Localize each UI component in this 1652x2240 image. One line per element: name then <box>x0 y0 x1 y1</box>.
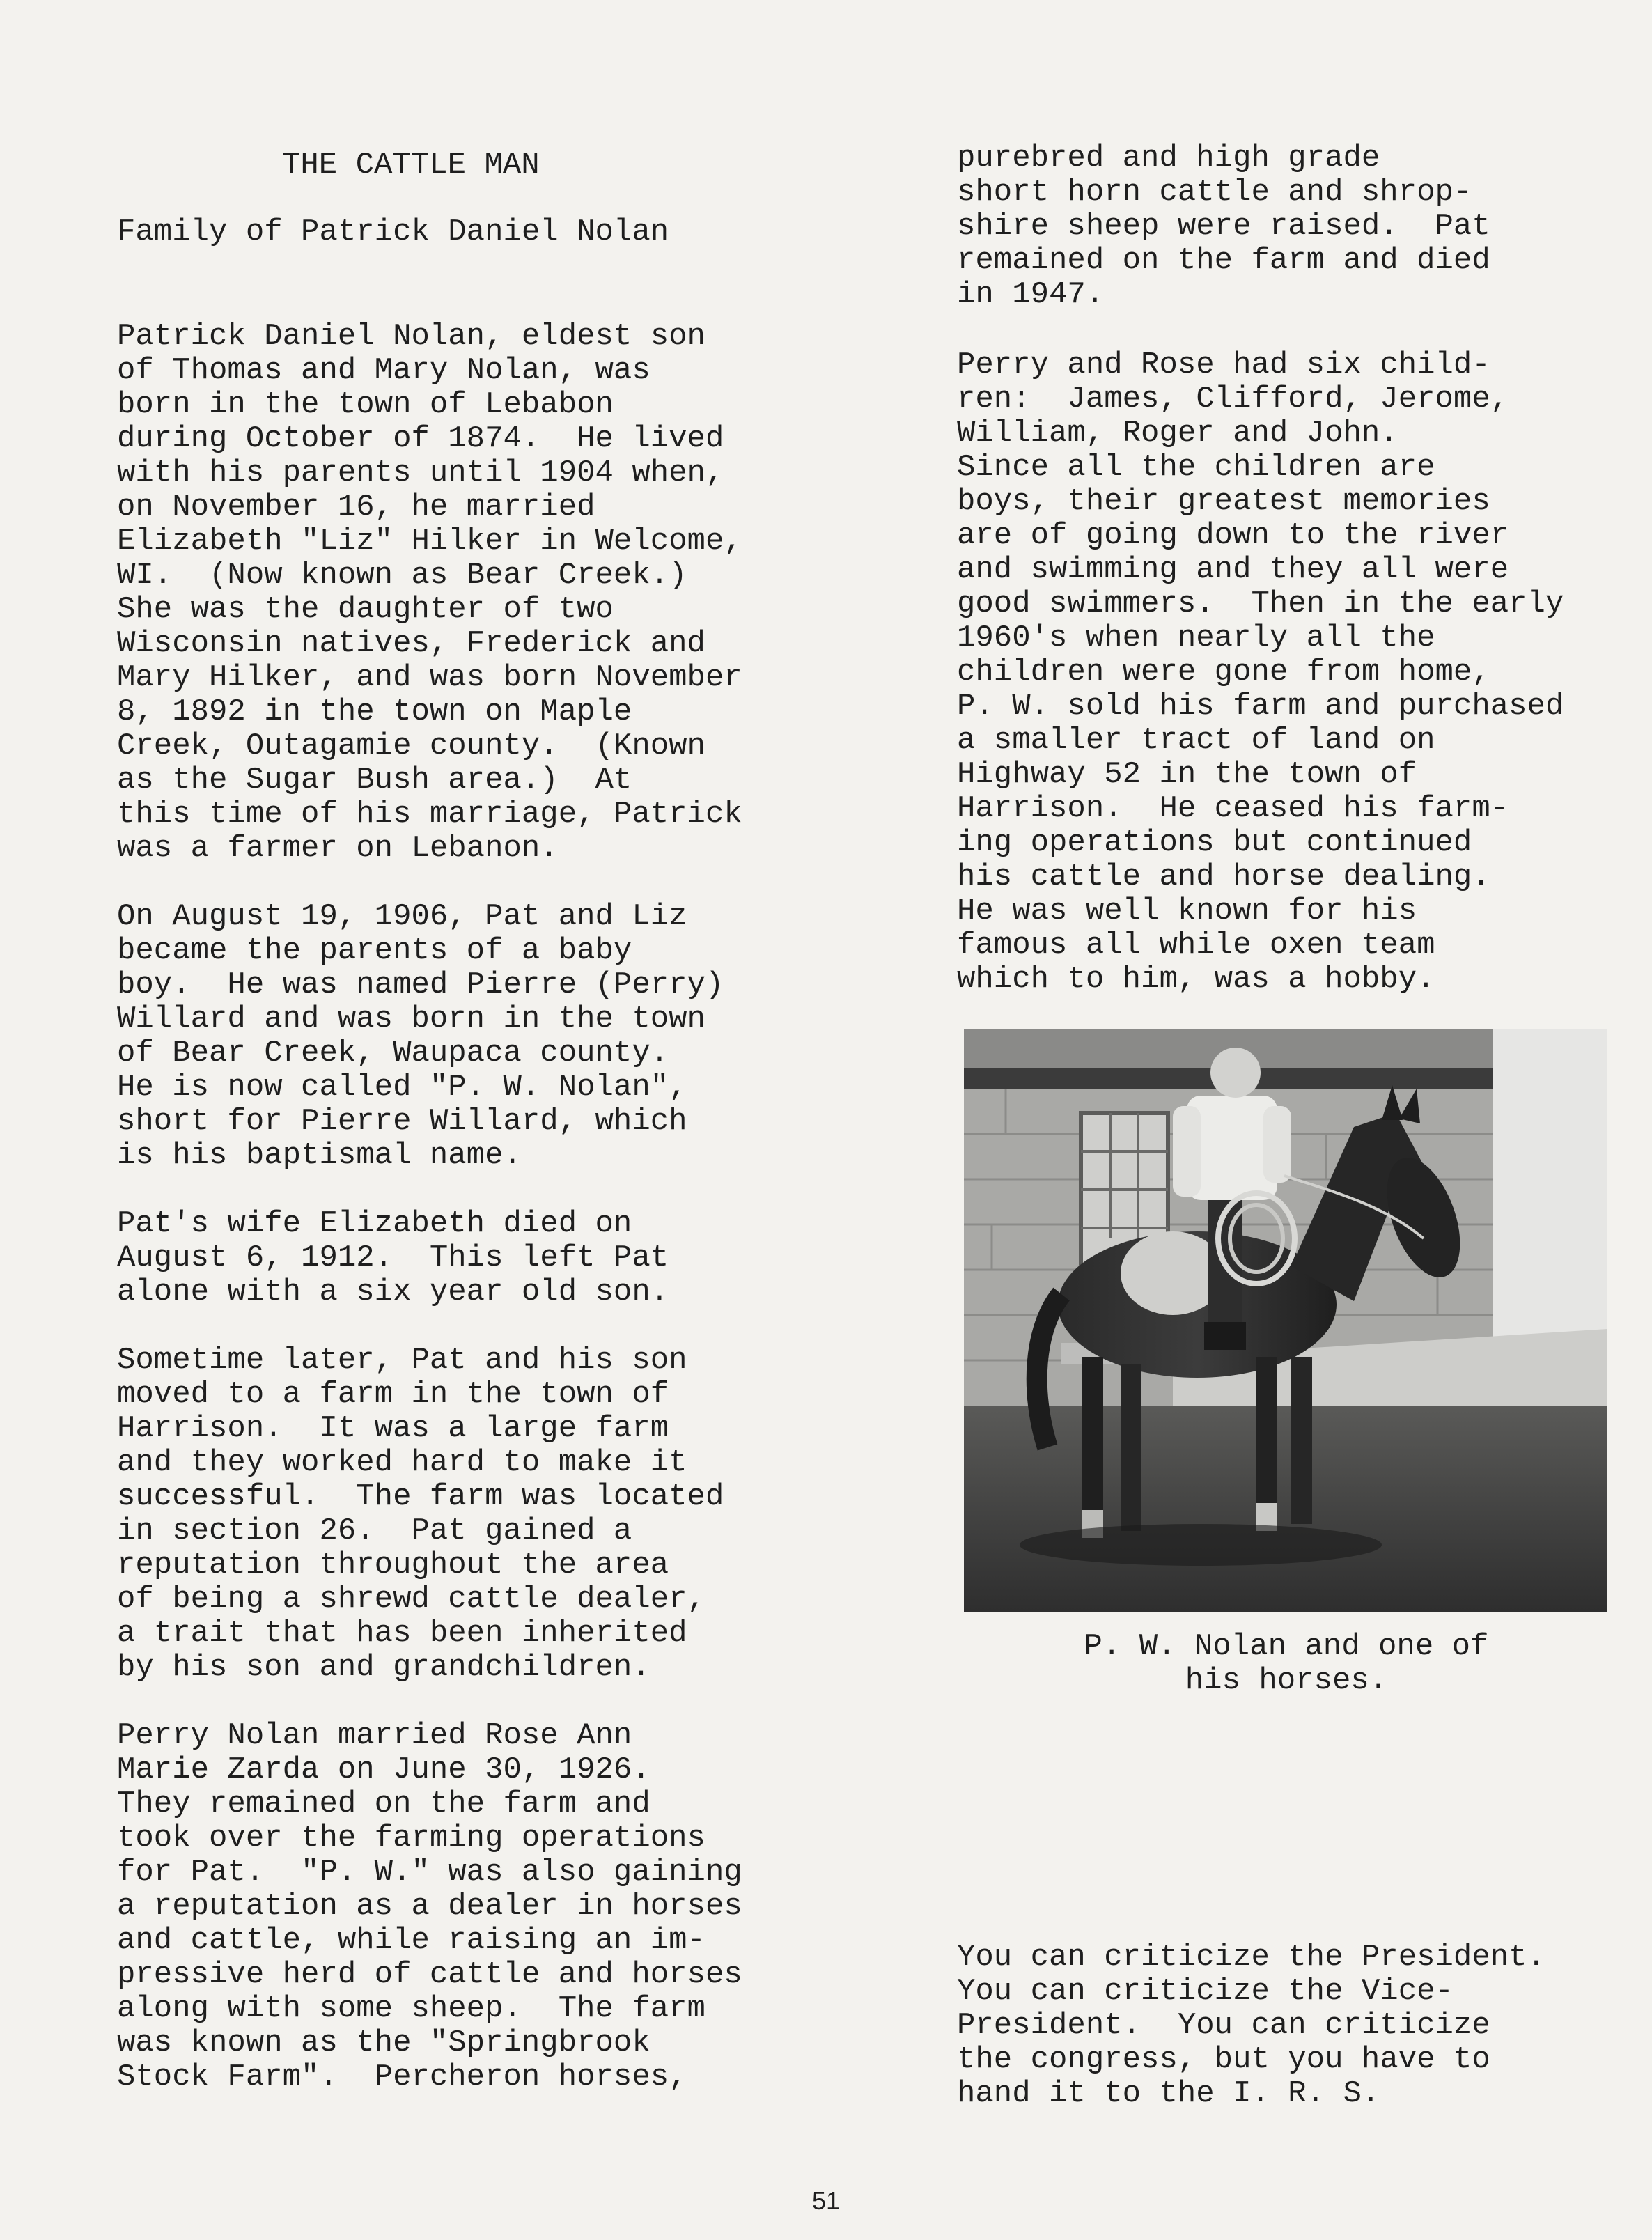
text-line: Elizabeth "Liz" Hilker in Welcome, <box>117 524 742 559</box>
left-column-text <box>117 320 742 2094</box>
text-line: remained on the farm and died <box>957 243 1490 278</box>
text-line: President. You can criticize <box>957 2008 1490 2043</box>
text-line: and they worked hard to make it <box>117 1445 687 1480</box>
text-line: his cattle and horse dealing. <box>957 860 1490 894</box>
text-line: Pat's wife Elizabeth died on <box>117 1206 632 1241</box>
text-line: short for Pierre Willard, which <box>117 1104 687 1139</box>
text-line: and cattle, while raising an im- <box>117 1923 706 1958</box>
text-line: is his baptismal name. <box>117 1138 522 1173</box>
text-line: William, Roger and John. <box>957 416 1398 451</box>
text-line: Highway 52 in the town of <box>957 757 1417 792</box>
text-line: of Thomas and Mary Nolan, was <box>117 353 650 388</box>
text-line: became the parents of a baby <box>117 933 632 968</box>
text-line: Wisconsin natives, Frederick and <box>117 626 706 661</box>
text-line: on November 16, he married <box>117 490 595 524</box>
text-line: took over the farming operations <box>117 1821 706 1856</box>
text-line: ing operations but continued <box>957 825 1472 860</box>
text-line: for Pat. "P. W." was also gaining <box>117 1855 742 1890</box>
photo-man-on-horse <box>964 1029 1607 1612</box>
text-line <box>117 866 742 900</box>
article-title: THE CATTLE MAN <box>282 148 540 182</box>
text-line: Marie Zarda on June 30, 1926. <box>117 1752 650 1787</box>
text-line: a trait that has been inherited <box>117 1616 687 1651</box>
text-line: a smaller tract of land on <box>957 723 1435 758</box>
text-line <box>117 1309 742 1344</box>
text-line: 1960's when nearly all the <box>957 621 1435 655</box>
text-line: shire sheep were raised. Pat <box>957 209 1490 244</box>
text-line: P. W. sold his farm and purchased <box>957 689 1564 724</box>
text-line: Willard and was born in the town <box>117 1002 706 1036</box>
text-line: and swimming and they all were <box>957 552 1509 587</box>
text-line: which to him, was a hobby. <box>957 962 1435 997</box>
text-line: August 6, 1912. This left Pat <box>117 1240 669 1275</box>
text-line: purebred and high grade <box>957 141 1380 176</box>
text-line <box>117 1685 742 1719</box>
text-line: ren: James, Clifford, Jerome, <box>957 382 1509 417</box>
closing-quote <box>957 1940 1545 2111</box>
page-number: 51 <box>811 2186 841 2215</box>
text-line: of Bear Creek, Waupaca county. <box>117 1036 669 1071</box>
text-line: as the Sugar Bush area.) At <box>117 763 632 798</box>
text-line: was known as the "Springbrook <box>117 2025 650 2060</box>
text-line: WI. (Now known as Bear Creek.) <box>117 558 687 593</box>
text-line: You can criticize the Vice- <box>957 1974 1454 2009</box>
text-line: Sometime later, Pat and his son <box>117 1343 687 1378</box>
text-line: with his parents until 1904 when, <box>117 456 724 490</box>
text-line: in section 26. Pat gained a <box>117 1514 632 1548</box>
text-line: P. W. Nolan and one of <box>1084 1629 1489 1664</box>
text-line: famous all while oxen team <box>957 928 1435 963</box>
text-line: children were gone from home, <box>957 655 1490 690</box>
text-line: Mary Hilker, and was born November <box>117 660 742 695</box>
text-line: Stock Farm". Percheron horses, <box>117 2060 687 2094</box>
text-line: They remained on the farm and <box>117 1787 650 1821</box>
text-line: along with some sheep. The farm <box>117 1991 706 2026</box>
text-line: 8, 1892 in the town on Maple <box>117 694 632 729</box>
text-line: She was the daughter of two <box>117 592 614 627</box>
text-line: Harrison. It was a large farm <box>117 1411 669 1446</box>
text-line: Perry Nolan married Rose Ann <box>117 1718 632 1753</box>
text-line: alone with a six year old son. <box>117 1275 669 1309</box>
text-line: good swimmers. Then in the early <box>957 586 1564 621</box>
text-line: by his son and grandchildren. <box>117 1650 650 1685</box>
text-line: moved to a farm in the town of <box>117 1377 669 1412</box>
text-line: Harrison. He ceased his farm- <box>957 791 1509 826</box>
text-line: during October of 1874. He lived <box>117 421 724 456</box>
right-column-mid-text <box>957 348 1564 997</box>
text-line: born in the town of Lebabon <box>117 387 614 422</box>
right-column-top-text <box>957 141 1490 312</box>
text-line: pressive herd of cattle and horses <box>117 1957 742 1992</box>
text-line: He is now called "P. W. Nolan", <box>117 1070 687 1105</box>
text-line: Creek, Outagamie county. (Known <box>117 729 706 763</box>
text-line: short horn cattle and shrop- <box>957 175 1472 210</box>
text-line <box>117 1173 742 1207</box>
text-line: Since all the children are <box>957 450 1435 485</box>
text-line: boys, their greatest memories <box>957 484 1490 519</box>
text-line: Patrick Daniel Nolan, eldest son <box>117 319 706 354</box>
text-line: Perry and Rose had six child- <box>957 348 1490 382</box>
photo-caption <box>961 1630 1612 1698</box>
text-line: reputation throughout the area <box>117 1548 669 1582</box>
text-line: boy. He was named Pierre (Perry) <box>117 967 724 1002</box>
text-line: of being a shrewd cattle dealer, <box>117 1582 706 1617</box>
text-line: He was well known for his <box>957 894 1417 928</box>
text-line: this time of his marriage, Patrick <box>117 797 742 832</box>
text-line: You can criticize the President. <box>957 1940 1545 1975</box>
text-line: a reputation as a dealer in horses <box>117 1889 742 1924</box>
text-line: On August 19, 1906, Pat and Liz <box>117 899 687 934</box>
text-line: the congress, but you have to <box>957 2042 1490 2077</box>
text-line: successful. The farm was located <box>117 1479 724 1514</box>
article-subtitle: Family of Patrick Daniel Nolan <box>117 215 669 249</box>
text-line: his horses. <box>1185 1663 1388 1698</box>
text-line: are of going down to the river <box>957 518 1509 553</box>
text-line: hand it to the I. R. S. <box>957 2076 1380 2111</box>
text-line: in 1947. <box>957 277 1105 312</box>
text-line: was a farmer on Lebanon. <box>117 831 559 866</box>
